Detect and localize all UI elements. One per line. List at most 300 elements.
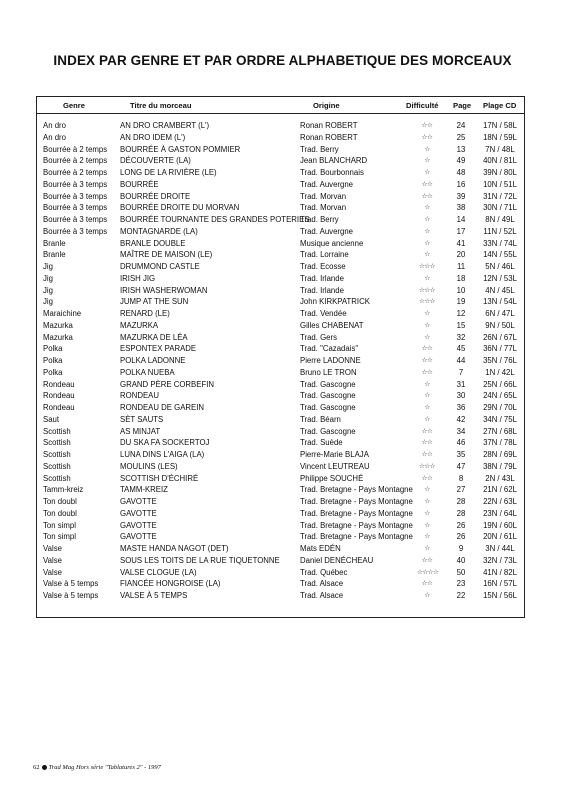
cell-origine: Jean BLANCHARD bbox=[300, 156, 368, 166]
page-footer bbox=[33, 764, 161, 771]
cell-genre: Mazurka bbox=[43, 320, 73, 330]
cell-titre: MONTAGNARDE (LA) bbox=[120, 226, 198, 236]
page-title: INDEX PAR GENRE ET PAR ORDRE ALPHABETIQUE DES MORCEAUX bbox=[53, 53, 512, 68]
table-row bbox=[37, 555, 524, 567]
footer-publication: Trad Mag Hors série "Tablatures 2" - 1997 bbox=[48, 764, 161, 771]
table-row bbox=[37, 249, 524, 261]
cell-titre: MASTE HANDA NAGOT (DET) bbox=[120, 544, 229, 553]
cell-genre: Scottish bbox=[43, 461, 71, 471]
table-row bbox=[37, 437, 524, 449]
cell-page: 47 bbox=[456, 461, 466, 471]
table-row bbox=[37, 461, 524, 473]
cell-titre: GRAND PÈRE CORBEFIN bbox=[120, 379, 215, 389]
cell-origine: Pierre-Marie BLAJA bbox=[300, 450, 369, 459]
cell-titre: MAÎTRE DE MAISON (LE) bbox=[120, 250, 213, 260]
cell-difficulte: ☆☆☆ bbox=[419, 263, 435, 270]
cell-page: 46 bbox=[456, 438, 466, 448]
cell-origine: Trad. Auvergne bbox=[300, 226, 354, 236]
cell-page: 10 bbox=[456, 285, 466, 295]
table-row bbox=[37, 578, 524, 590]
cell-difficulte: ☆☆☆ bbox=[419, 462, 435, 470]
cell-origine: Trad. Berry bbox=[300, 215, 339, 224]
cell-difficulte: ☆ bbox=[424, 392, 430, 400]
cell-page: 30 bbox=[456, 391, 466, 401]
cell-page: 34 bbox=[456, 426, 466, 436]
cell-page: 17 bbox=[456, 226, 466, 236]
table-row bbox=[37, 520, 524, 532]
table-row bbox=[37, 226, 524, 238]
cell-difficulte: ☆ bbox=[424, 239, 430, 247]
cell-page: 11 bbox=[456, 262, 466, 271]
table-row bbox=[37, 179, 524, 191]
cell-genre: Jig bbox=[43, 297, 53, 307]
cell-genre: Rondeau bbox=[43, 403, 75, 412]
cell-difficulte: ☆☆ bbox=[421, 451, 433, 458]
table-row bbox=[37, 167, 524, 179]
cell-genre: Valse bbox=[43, 555, 62, 565]
cell-difficulte: ☆☆ bbox=[421, 368, 433, 376]
cell-difficulte: ☆ bbox=[424, 251, 430, 259]
cell-genre: Scottish bbox=[43, 450, 71, 459]
table-row bbox=[37, 155, 524, 167]
table-row bbox=[37, 567, 524, 579]
cell-plage: 13N / 54L bbox=[483, 297, 517, 307]
cell-origine: Gilles CHABENAT bbox=[300, 320, 364, 330]
table-row bbox=[37, 379, 524, 391]
cell-origine: Trad. Irlande bbox=[300, 273, 344, 283]
cell-difficulte: ☆ bbox=[424, 216, 430, 223]
cell-genre: Ton simpl bbox=[43, 520, 76, 530]
cell-difficulte: ☆☆ bbox=[421, 192, 433, 200]
table-row bbox=[37, 473, 524, 485]
cell-origine: John KIRKPATRICK bbox=[300, 297, 370, 307]
cell-genre: Bourrée à 2 temps bbox=[43, 144, 108, 154]
cell-genre: Valse à 5 temps bbox=[43, 579, 99, 589]
cell-difficulte: ☆☆ bbox=[421, 345, 433, 353]
cell-page: 26 bbox=[456, 520, 466, 530]
cell-page: 14 bbox=[456, 215, 466, 224]
cell-origine: Ronan ROBERT bbox=[300, 132, 358, 142]
cell-origine: Trad. Bretagne - Pays Montagne bbox=[300, 497, 413, 506]
cell-difficulte: ☆☆ bbox=[421, 580, 433, 588]
cell-page: 13 bbox=[456, 144, 466, 154]
cell-genre: Jig bbox=[43, 285, 53, 295]
table-row bbox=[37, 273, 524, 285]
cell-titre: RONDEAU DE GAREIN bbox=[120, 403, 205, 412]
cell-genre: Ton doubl bbox=[43, 497, 77, 506]
cell-page: 36 bbox=[456, 403, 466, 412]
cell-genre: Bourrée à 3 temps bbox=[43, 203, 108, 213]
cell-plage: 36N / 77L bbox=[483, 344, 517, 354]
cell-plage: 7N / 48L bbox=[485, 144, 515, 154]
cell-plage: 39N / 80L bbox=[483, 168, 517, 177]
cell-plage: 1N / 42L bbox=[485, 367, 515, 377]
cell-page: 39 bbox=[456, 191, 466, 201]
cell-page: 9 bbox=[458, 544, 464, 553]
cell-origine: Trad. Morvan bbox=[300, 191, 347, 201]
cell-titre: IRISH JIG bbox=[120, 273, 156, 283]
cell-origine: Trad. Bretagne - Pays Montagne bbox=[300, 508, 413, 518]
cell-origine: Trad. Lorraine bbox=[300, 250, 349, 260]
cell-origine: Musique ancienne bbox=[300, 238, 364, 248]
cell-difficulte: ☆☆ bbox=[421, 180, 433, 188]
cell-titre: GAVOTTE bbox=[120, 532, 157, 542]
cell-plage: 38N / 79L bbox=[483, 461, 517, 471]
cell-origine: Trad. Irlande bbox=[300, 285, 344, 295]
cell-genre: Polka bbox=[43, 356, 63, 365]
cell-difficulte: ☆☆ bbox=[421, 556, 433, 564]
cell-plage: 40N / 81L bbox=[483, 156, 517, 166]
cell-plage: 21N / 62L bbox=[483, 485, 517, 495]
cell-page: 44 bbox=[456, 356, 466, 365]
cell-plage: 25N / 66L bbox=[483, 379, 517, 389]
table-row bbox=[37, 120, 524, 132]
table-row bbox=[37, 308, 524, 320]
cell-page: 20 bbox=[456, 250, 466, 260]
table-header bbox=[37, 97, 524, 114]
cell-titre: AS MINJAT bbox=[120, 426, 161, 436]
header-titre: Titre du morceau bbox=[130, 101, 192, 110]
cell-titre: IRISH WASHERWOMAN bbox=[120, 285, 208, 295]
table-row bbox=[37, 484, 524, 496]
cell-titre: LUNA DINS L'AIGA (LA) bbox=[120, 450, 205, 459]
cell-origine: Trad. Morvan bbox=[300, 203, 347, 213]
table-row bbox=[37, 543, 524, 555]
table-row bbox=[37, 590, 524, 602]
cell-page: 24 bbox=[456, 121, 466, 130]
cell-plage: 19N / 60L bbox=[483, 520, 517, 530]
cell-titre: LONG DE LA RIVIÈRE (LE) bbox=[120, 168, 217, 177]
cell-genre: Branle bbox=[43, 238, 66, 248]
header-plage: Plage CD bbox=[483, 101, 517, 110]
cell-plage: 17N / 58L bbox=[483, 121, 517, 130]
cell-origine: Daniel DENÉCHEAU bbox=[300, 555, 374, 565]
table-row bbox=[37, 426, 524, 438]
table-row bbox=[37, 508, 524, 520]
cell-plage: 9N / 50L bbox=[485, 320, 515, 330]
cell-plage: 33N / 74L bbox=[483, 238, 517, 248]
cell-genre: Maraichine bbox=[43, 309, 82, 318]
cell-origine: Trad. Suède bbox=[300, 438, 343, 448]
cell-page: 16 bbox=[456, 179, 466, 189]
cell-titre: AN DRO IDEM (L') bbox=[120, 132, 186, 142]
cell-titre: POLKA NUEBA bbox=[120, 367, 175, 377]
cell-page: 50 bbox=[456, 567, 466, 577]
cell-origine: Bruno LE TRON bbox=[300, 367, 357, 377]
cell-titre: GAVOTTE bbox=[120, 497, 157, 506]
cell-difficulte: ☆ bbox=[424, 145, 430, 153]
cell-page: 38 bbox=[456, 203, 466, 213]
cell-titre: DU SKA FA SOCKERTOJ bbox=[120, 438, 210, 448]
cell-plage: 2N / 43L bbox=[485, 473, 515, 483]
cell-origine: Trad. Bourbonnais bbox=[300, 168, 364, 177]
cell-difficulte: ☆ bbox=[424, 486, 430, 494]
cell-plage: 34N / 75L bbox=[483, 414, 517, 424]
cell-titre: BOURRÉE DROITE DU MORVAN bbox=[120, 203, 240, 213]
cell-difficulte: ☆☆☆☆ bbox=[417, 568, 439, 576]
cell-genre: Polka bbox=[43, 344, 63, 354]
cell-difficulte: ☆ bbox=[424, 204, 430, 212]
cell-page: 49 bbox=[456, 156, 466, 166]
cell-page: 19 bbox=[456, 297, 466, 307]
table-row bbox=[37, 531, 524, 543]
cell-origine: Trad. Gers bbox=[300, 332, 337, 342]
cell-page: 35 bbox=[456, 450, 466, 459]
cell-plage: 3N / 44L bbox=[485, 544, 515, 553]
cell-titre: DÉCOUVERTE (LA) bbox=[120, 156, 191, 166]
table-row bbox=[37, 355, 524, 367]
cell-titre: GAVOTTE bbox=[120, 520, 157, 530]
cell-plage: 37N / 78L bbox=[483, 438, 517, 448]
cell-origine: Trad. Ecosse bbox=[300, 262, 346, 271]
cell-origine: Philippe SOUCHÉ bbox=[300, 473, 364, 483]
cell-page: 40 bbox=[456, 555, 466, 565]
cell-difficulte: ☆☆ bbox=[421, 427, 433, 435]
cell-page: 28 bbox=[456, 497, 466, 506]
cell-page: 12 bbox=[456, 309, 466, 318]
cell-plage: 31N / 72L bbox=[483, 191, 517, 201]
cell-titre: BOURRÉE À GASTON POMMIER bbox=[120, 144, 241, 154]
table-row bbox=[37, 496, 524, 508]
cell-plage: 24N / 65L bbox=[483, 391, 517, 401]
table-row bbox=[37, 285, 524, 297]
cell-genre: Ton doubl bbox=[43, 508, 77, 518]
cell-origine: Trad. Béarn bbox=[300, 414, 341, 424]
cell-titre: TAMM-KREIZ bbox=[120, 485, 168, 495]
cell-genre: Valse bbox=[43, 567, 62, 577]
cell-origine: Pierre LADONNE bbox=[300, 356, 361, 365]
cell-plage: 11N / 52L bbox=[483, 226, 517, 236]
cell-titre: GAVOTTE bbox=[120, 508, 157, 518]
cell-titre: VALSE À 5 TEMPS bbox=[120, 591, 188, 600]
cell-genre: Valse à 5 temps bbox=[43, 591, 99, 600]
cell-plage: 23N / 64L bbox=[483, 508, 517, 518]
cell-origine: Trad. Alsace bbox=[300, 591, 344, 600]
cell-difficulte: ☆ bbox=[424, 380, 430, 388]
cell-page: 48 bbox=[456, 168, 466, 177]
cell-genre: Saut bbox=[43, 414, 60, 424]
table-row bbox=[37, 261, 524, 273]
header-genre: Genre bbox=[63, 101, 85, 110]
cell-page: 41 bbox=[456, 238, 466, 248]
cell-plage: 6N / 47L bbox=[485, 309, 515, 318]
table-row bbox=[37, 343, 524, 355]
cell-titre: RENARD (LE) bbox=[120, 309, 170, 318]
cell-difficulte: ☆ bbox=[424, 169, 430, 176]
table-row bbox=[37, 132, 524, 144]
cell-origine: Trad. Bretagne - Pays Montagne bbox=[300, 532, 413, 542]
cell-origine: Trad. Auvergne bbox=[300, 179, 354, 189]
cell-difficulte: ☆☆ bbox=[421, 122, 433, 129]
cell-plage: 20N / 61L bbox=[483, 532, 517, 542]
cell-genre: An dro bbox=[43, 132, 66, 142]
cell-plage: 32N / 73L bbox=[483, 555, 517, 565]
cell-origine: Trad. Gascogne bbox=[300, 379, 356, 389]
cell-plage: 18N / 59L bbox=[483, 132, 517, 142]
cell-genre: Bourrée à 3 temps bbox=[43, 179, 108, 189]
cell-genre: Scottish bbox=[43, 473, 71, 483]
cell-genre: Scottish bbox=[43, 426, 71, 436]
table-row bbox=[37, 402, 524, 414]
cell-genre: Rondeau bbox=[43, 379, 75, 389]
cell-difficulte: ☆ bbox=[424, 157, 430, 165]
cell-plage: 28N / 69L bbox=[483, 450, 517, 459]
cell-difficulte: ☆☆ bbox=[421, 357, 433, 364]
cell-page: 26 bbox=[456, 532, 466, 542]
cell-titre: FIANCÉE HONGROISE (LA) bbox=[120, 579, 221, 589]
cell-genre: Jig bbox=[43, 273, 53, 283]
cell-difficulte: ☆ bbox=[424, 333, 430, 341]
cell-genre: An dro bbox=[43, 121, 66, 130]
cell-difficulte: ☆☆ bbox=[421, 474, 433, 482]
cell-page: 22 bbox=[456, 591, 466, 600]
cell-difficulte: ☆ bbox=[424, 521, 430, 529]
cell-genre: Tamm-kreiz bbox=[43, 485, 84, 495]
cell-origine: Vincent LEUTREAU bbox=[300, 461, 370, 471]
cell-genre: Bourrée à 3 temps bbox=[43, 215, 108, 224]
cell-genre: Valse bbox=[43, 544, 62, 553]
cell-titre: DRUMMOND CASTLE bbox=[120, 262, 200, 271]
cell-plage: 14N / 55L bbox=[483, 250, 517, 260]
cell-difficulte: ☆ bbox=[424, 227, 430, 235]
cell-origine: Trad. Gascogne bbox=[300, 391, 356, 401]
header-page: Page bbox=[453, 101, 472, 110]
table-row bbox=[37, 414, 524, 426]
cell-genre: Polka bbox=[43, 367, 63, 377]
table-row bbox=[37, 449, 524, 461]
cell-genre: Bourrée à 2 temps bbox=[43, 168, 108, 177]
cell-page: 7 bbox=[458, 367, 464, 377]
cell-plage: 16N / 57L bbox=[483, 579, 517, 589]
cell-page: 15 bbox=[456, 320, 466, 330]
cell-titre: AN DRO CRAMBERT (L') bbox=[120, 121, 210, 130]
cell-page: 18 bbox=[456, 273, 466, 283]
cell-plage: 4N / 45L bbox=[485, 285, 515, 295]
cell-titre: BRANLE DOUBLE bbox=[120, 238, 186, 248]
cell-plage: 10N / 51L bbox=[483, 179, 517, 189]
cell-plage: 41N / 82L bbox=[483, 567, 517, 577]
cell-origine: Trad. Gascogne bbox=[300, 403, 356, 412]
index-table bbox=[36, 96, 525, 618]
cell-difficulte: ☆ bbox=[424, 310, 430, 317]
cell-difficulte: ☆☆☆ bbox=[419, 298, 435, 306]
footer-page-number: 62 bbox=[33, 764, 40, 771]
cell-difficulte: ☆ bbox=[424, 415, 430, 423]
table-row bbox=[37, 367, 524, 379]
cell-page: 31 bbox=[456, 379, 466, 389]
cell-titre: SOUS LES TOITS DE LA RUE TIQUETONNE bbox=[120, 555, 280, 565]
cell-titre: MAZURKA DE LÉA bbox=[120, 332, 188, 342]
cell-titre: MAZURKA bbox=[120, 320, 159, 330]
cell-difficulte: ☆ bbox=[424, 498, 430, 505]
cell-difficulte: ☆☆ bbox=[421, 439, 433, 447]
table-row bbox=[37, 320, 524, 332]
cell-difficulte: ☆ bbox=[424, 533, 430, 541]
cell-titre: VALSE CLOGUE (LA) bbox=[120, 567, 197, 577]
cell-plage: 22N / 63L bbox=[483, 497, 517, 506]
cell-plage: 12N / 53L bbox=[483, 273, 517, 283]
cell-origine: Trad. Bretagne - Pays Montagne bbox=[300, 485, 413, 495]
cell-plage: 15N / 56L bbox=[483, 591, 517, 600]
cell-origine: Trad. Gascogne bbox=[300, 426, 356, 436]
cell-titre: ESPONTEX PARADE bbox=[120, 344, 197, 354]
cell-origine: Trad. Vendée bbox=[300, 309, 347, 318]
cell-plage: 35N / 76L bbox=[483, 356, 517, 365]
cell-difficulte: ☆ bbox=[424, 274, 430, 282]
cell-difficulte: ☆☆ bbox=[421, 133, 433, 141]
cell-plage: 29N / 70L bbox=[483, 403, 517, 412]
cell-genre: Branle bbox=[43, 250, 66, 260]
table-row bbox=[37, 191, 524, 203]
table-row bbox=[37, 296, 524, 308]
cell-genre: Bourrée à 2 temps bbox=[43, 156, 108, 166]
cell-page: 28 bbox=[456, 508, 466, 518]
cell-genre: Bourrée à 3 temps bbox=[43, 191, 108, 201]
cell-titre: JUMP AT THE SUN bbox=[120, 297, 189, 307]
cell-genre: Rondeau bbox=[43, 391, 75, 401]
cell-genre: Ton simpl bbox=[43, 532, 76, 542]
cell-page: 42 bbox=[456, 414, 466, 424]
cell-page: 23 bbox=[456, 579, 466, 589]
cell-genre: Scottish bbox=[43, 438, 71, 448]
cell-page: 25 bbox=[456, 132, 466, 142]
cell-genre: Jig bbox=[43, 262, 53, 271]
cell-titre: RONDEAU bbox=[120, 391, 159, 401]
cell-titre: SCOTTISH D'ÉCHIRÉ bbox=[120, 473, 199, 483]
bullet-icon bbox=[42, 765, 47, 770]
cell-difficulte: ☆ bbox=[424, 509, 430, 517]
cell-plage: 27N / 68L bbox=[483, 426, 517, 436]
cell-origine: Trad. Alsace bbox=[300, 579, 344, 589]
cell-difficulte: ☆ bbox=[424, 592, 430, 599]
cell-page: 45 bbox=[456, 344, 466, 354]
header-origine: Origine bbox=[313, 101, 340, 110]
cell-titre: MOULINS (LES) bbox=[120, 461, 178, 471]
cell-difficulte: ☆☆☆ bbox=[419, 286, 435, 294]
cell-page: 32 bbox=[456, 332, 466, 342]
table-row bbox=[37, 238, 524, 250]
cell-page: 27 bbox=[456, 485, 466, 495]
cell-titre: SÈT SAUTS bbox=[120, 414, 164, 424]
table-row bbox=[37, 144, 524, 156]
cell-difficulte: ☆ bbox=[424, 545, 430, 552]
cell-page: 8 bbox=[458, 473, 464, 483]
cell-origine: Trad. Québec bbox=[300, 567, 348, 577]
cell-plage: 26N / 67L bbox=[483, 332, 517, 342]
cell-titre: BOURRÉE bbox=[120, 179, 159, 189]
header-difficulte: Difficulté bbox=[406, 101, 439, 110]
cell-origine: Trad. "Cazadais" bbox=[300, 344, 359, 354]
cell-origine: Trad. Berry bbox=[300, 144, 339, 154]
cell-genre: Mazurka bbox=[43, 332, 73, 342]
cell-plage: 5N / 46L bbox=[485, 262, 515, 271]
table-row bbox=[37, 390, 524, 402]
table-row bbox=[37, 214, 524, 226]
table-body bbox=[37, 120, 524, 602]
cell-titre: POLKA LADONNE bbox=[120, 356, 186, 365]
table-row bbox=[37, 202, 524, 214]
cell-plage: 8N / 49L bbox=[485, 215, 515, 224]
cell-genre: Bourrée à 3 temps bbox=[43, 226, 108, 236]
cell-plage: 30N / 71L bbox=[483, 203, 517, 213]
cell-origine: Trad. Bretagne - Pays Montagne bbox=[300, 520, 413, 530]
table-row bbox=[37, 332, 524, 344]
cell-difficulte: ☆ bbox=[424, 321, 430, 329]
cell-difficulte: ☆ bbox=[424, 404, 430, 411]
cell-origine: Ronan ROBERT bbox=[300, 121, 358, 130]
cell-origine: Mats EDÉN bbox=[300, 544, 341, 553]
cell-titre: BOURRÉE DROITE bbox=[120, 191, 191, 201]
